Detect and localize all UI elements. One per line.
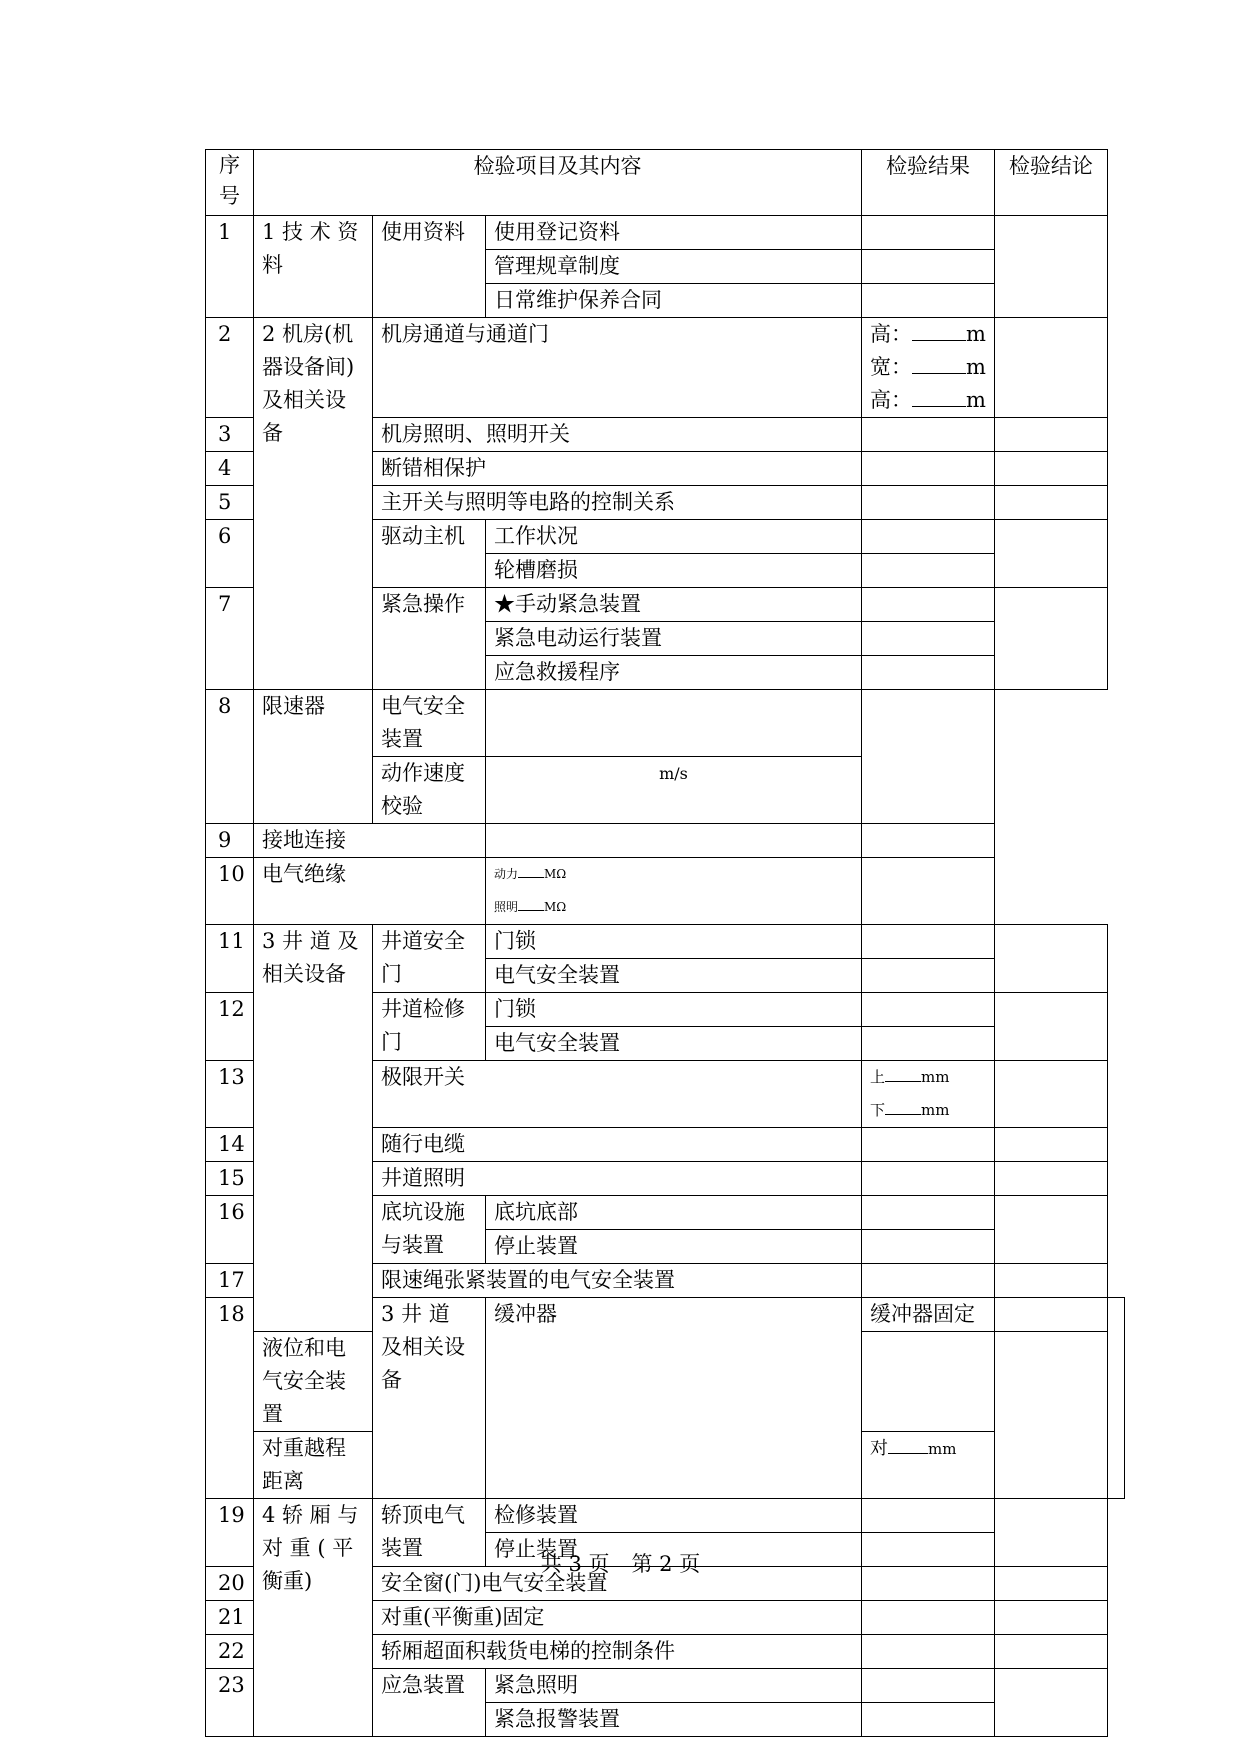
item-cell: 对重越程距离 bbox=[254, 1432, 373, 1499]
row-number: 4 bbox=[206, 452, 254, 486]
item-cell: 紧急电动运行装置 bbox=[486, 622, 862, 656]
measure-unit: m bbox=[966, 388, 986, 412]
subcategory-cell: 限速器 bbox=[254, 690, 373, 824]
row-number: 8 bbox=[206, 690, 254, 824]
item-cell: 电气安全装置 bbox=[486, 959, 862, 993]
item-cell: 电气绝缘 bbox=[254, 858, 486, 925]
item-cell: 门锁 bbox=[486, 925, 862, 959]
conclusion-cell bbox=[994, 925, 1107, 993]
row-number: 6 bbox=[206, 520, 254, 588]
conclusion-cell bbox=[994, 452, 1107, 486]
subcategory-cell: 使用资料 bbox=[373, 216, 486, 318]
blank-line bbox=[912, 390, 966, 407]
row-number: 7 bbox=[206, 588, 254, 690]
measure-unit: mm bbox=[921, 1068, 950, 1086]
item-cell: 主开关与照明等电路的控制关系 bbox=[373, 486, 862, 520]
inspection-table bbox=[205, 149, 1125, 1737]
conclusion-cell bbox=[862, 690, 995, 824]
result-cell bbox=[862, 250, 995, 284]
header-conclusion: 检验结论 bbox=[994, 150, 1107, 216]
item-cell: 电气安全装置 bbox=[486, 1027, 862, 1061]
header-row bbox=[206, 150, 1125, 216]
row-number: 22 bbox=[206, 1635, 254, 1669]
item-cell: 井道照明 bbox=[373, 1162, 862, 1196]
item-cell: 停止装置 bbox=[486, 1533, 862, 1567]
item-cell: 接地连接 bbox=[254, 824, 486, 858]
row-number: 5 bbox=[206, 486, 254, 520]
result-cell bbox=[486, 858, 862, 925]
subcategory-cell: 应急装置 bbox=[373, 1669, 486, 1737]
row-number: 11 bbox=[206, 925, 254, 993]
conclusion-cell bbox=[994, 216, 1107, 318]
category-cell: 3 井 道 及相关设备 bbox=[373, 1298, 486, 1499]
conclusion-cell bbox=[994, 418, 1107, 452]
item-cell: 检修装置 bbox=[486, 1499, 862, 1533]
blank-line bbox=[888, 1439, 928, 1454]
result-cell bbox=[862, 1162, 995, 1196]
measure-label: 动力 bbox=[494, 867, 519, 881]
conclusion-cell bbox=[1107, 1298, 1124, 1499]
table-row bbox=[206, 318, 1125, 418]
blank-line bbox=[912, 357, 966, 374]
result-cell bbox=[486, 824, 862, 858]
table-row bbox=[206, 925, 1125, 959]
item-cell: 极限开关 bbox=[373, 1061, 862, 1128]
result-cell bbox=[862, 1128, 995, 1162]
item-cell: 液位和电气安全装置 bbox=[254, 1332, 373, 1432]
item-cell: 紧急报警装置 bbox=[486, 1703, 862, 1737]
result-cell bbox=[862, 1432, 995, 1499]
conclusion-cell bbox=[994, 993, 1107, 1061]
row-number: 20 bbox=[206, 1567, 254, 1601]
measure-unit: m bbox=[966, 355, 986, 379]
result-cell bbox=[862, 622, 995, 656]
conclusion-cell bbox=[994, 1264, 1107, 1298]
header-seq: 序 号 bbox=[206, 150, 254, 216]
subcategory-cell: 轿顶电气装置 bbox=[373, 1499, 486, 1567]
result-cell bbox=[862, 554, 995, 588]
blank-line bbox=[518, 865, 544, 878]
result-cell bbox=[862, 520, 995, 554]
row-number: 10 bbox=[206, 858, 254, 925]
conclusion-cell bbox=[994, 1162, 1107, 1196]
category-cell: 2 机房(机器设备间)及相关设备 bbox=[254, 318, 373, 690]
conclusion-cell bbox=[994, 1128, 1107, 1162]
row-number: 15 bbox=[206, 1162, 254, 1196]
result-cell bbox=[862, 418, 995, 452]
item-cell: 门锁 bbox=[486, 993, 862, 1027]
result-cell bbox=[994, 1298, 1107, 1332]
conclusion-cell bbox=[994, 588, 1107, 690]
measure-label: 下 bbox=[870, 1101, 886, 1119]
row-number: 2 bbox=[206, 318, 254, 418]
item-cell: 机房通道与通道门 bbox=[373, 318, 862, 418]
result-cell bbox=[862, 959, 995, 993]
result-cell bbox=[862, 1196, 995, 1230]
blank-line bbox=[885, 1100, 921, 1115]
row-number: 23 bbox=[206, 1669, 254, 1737]
subcategory-cell: 驱动主机 bbox=[373, 520, 486, 588]
conclusion-cell bbox=[862, 858, 995, 925]
category-cell: 3 井 道 及相关设备 bbox=[254, 925, 373, 1332]
row-number: 16 bbox=[206, 1196, 254, 1264]
item-cell: 轮槽磨损 bbox=[486, 554, 862, 588]
row-number: 17 bbox=[206, 1264, 254, 1298]
table-row bbox=[206, 858, 1125, 925]
result-cell bbox=[862, 656, 995, 690]
result-cell bbox=[862, 284, 995, 318]
item-cell: 电气安全装置 bbox=[373, 690, 486, 757]
item-cell: 断错相保护 bbox=[373, 452, 862, 486]
row-number: 12 bbox=[206, 993, 254, 1061]
item-cell: 使用登记资料 bbox=[486, 216, 862, 250]
measure-unit: mm bbox=[928, 1440, 957, 1458]
result-cell bbox=[862, 1703, 995, 1737]
item-cell: 随行电缆 bbox=[373, 1128, 862, 1162]
table-row bbox=[206, 690, 1125, 757]
subcategory-cell: 底坑设施与装置 bbox=[373, 1196, 486, 1264]
measure-unit: mm bbox=[921, 1101, 950, 1119]
result-unit: m/s bbox=[486, 757, 862, 824]
category-cell: 4 轿 厢 与对 重 ( 平衡重) bbox=[254, 1499, 373, 1737]
result-cell bbox=[862, 925, 995, 959]
page-footer bbox=[0, 1548, 1241, 1578]
item-cell: 轿厢超面积载货电梯的控制条件 bbox=[373, 1635, 862, 1669]
measure-unit: MΩ bbox=[544, 867, 567, 881]
table-row bbox=[206, 216, 1125, 250]
result-cell bbox=[862, 318, 995, 418]
conclusion-cell bbox=[994, 520, 1107, 588]
header-result: 检验结果 bbox=[862, 150, 995, 216]
item-cell: 限速绳张紧装置的电气安全装置 bbox=[373, 1264, 862, 1298]
item-cell: 管理规章制度 bbox=[486, 250, 862, 284]
conclusion-cell bbox=[994, 1635, 1107, 1669]
conclusion-cell bbox=[862, 824, 995, 858]
result-cell bbox=[862, 1332, 995, 1432]
row-number: 19 bbox=[206, 1499, 254, 1567]
subcategory-cell: 井道安全门 bbox=[373, 925, 486, 993]
item-cell: 紧急照明 bbox=[486, 1669, 862, 1703]
item-cell: 工作状况 bbox=[486, 520, 862, 554]
result-cell bbox=[862, 1061, 995, 1128]
result-cell bbox=[862, 993, 995, 1027]
conclusion-cell bbox=[994, 486, 1107, 520]
category-cell: 1 技 术 资料 bbox=[254, 216, 373, 318]
result-cell bbox=[862, 1264, 995, 1298]
measure-label: 上 bbox=[870, 1068, 886, 1086]
subcategory-cell: 井道检修门 bbox=[373, 993, 486, 1061]
result-cell bbox=[862, 1635, 995, 1669]
measure-label: 照明 bbox=[494, 900, 519, 914]
table-row bbox=[206, 824, 1125, 858]
conclusion-cell bbox=[994, 1061, 1107, 1128]
item-cell: 缓冲器固定 bbox=[862, 1298, 995, 1332]
conclusion-cell bbox=[994, 318, 1107, 418]
subcategory-cell: 缓冲器 bbox=[486, 1298, 862, 1499]
conclusion-cell bbox=[994, 1196, 1107, 1264]
page-number: 第 2 页 bbox=[631, 1552, 701, 1576]
conclusion-cell bbox=[994, 1601, 1107, 1635]
page-total: 共 3 页 bbox=[540, 1552, 610, 1576]
result-cell bbox=[862, 1230, 995, 1264]
measure-label: 对 bbox=[870, 1438, 888, 1459]
result-cell bbox=[862, 588, 995, 622]
item-cell: 停止装置 bbox=[486, 1230, 862, 1264]
blank-line bbox=[912, 324, 966, 341]
result-cell bbox=[862, 486, 995, 520]
blank-line bbox=[885, 1067, 921, 1082]
result-cell bbox=[862, 1499, 995, 1533]
row-number: 13 bbox=[206, 1061, 254, 1128]
result-cell bbox=[862, 452, 995, 486]
conclusion-cell bbox=[994, 1669, 1107, 1737]
result-cell bbox=[862, 1669, 995, 1703]
item-cell: 对重(平衡重)固定 bbox=[373, 1601, 862, 1635]
result-cell bbox=[862, 216, 995, 250]
result-cell bbox=[862, 1027, 995, 1061]
measure-label: 高： bbox=[870, 322, 912, 346]
row-number: 3 bbox=[206, 418, 254, 452]
item-cell: 底坑底部 bbox=[486, 1196, 862, 1230]
item-cell: ★手动紧急装置 bbox=[486, 588, 862, 622]
row-number: 9 bbox=[206, 824, 254, 858]
row-number: 14 bbox=[206, 1128, 254, 1162]
subcategory-cell: 紧急操作 bbox=[373, 588, 486, 690]
item-cell: 安全窗(门)电气安全装置 bbox=[373, 1567, 862, 1601]
row-number: 21 bbox=[206, 1601, 254, 1635]
row-number: 18 bbox=[206, 1298, 254, 1499]
item-cell: 动作速度校验 bbox=[373, 757, 486, 824]
measure-label: 高： bbox=[870, 388, 912, 412]
item-cell: 机房照明、照明开关 bbox=[373, 418, 862, 452]
row-number: 1 bbox=[206, 216, 254, 318]
blank-line bbox=[518, 898, 544, 911]
result-cell bbox=[862, 1601, 995, 1635]
table-row bbox=[206, 1499, 1125, 1533]
measure-label: 宽： bbox=[870, 355, 912, 379]
measure-unit: m bbox=[966, 322, 986, 346]
result-cell bbox=[486, 690, 862, 757]
item-cell: 日常维护保养合同 bbox=[486, 284, 862, 318]
measure-unit: MΩ bbox=[544, 900, 567, 914]
header-items: 检验项目及其内容 bbox=[254, 150, 862, 216]
item-cell: 应急救援程序 bbox=[486, 656, 862, 690]
